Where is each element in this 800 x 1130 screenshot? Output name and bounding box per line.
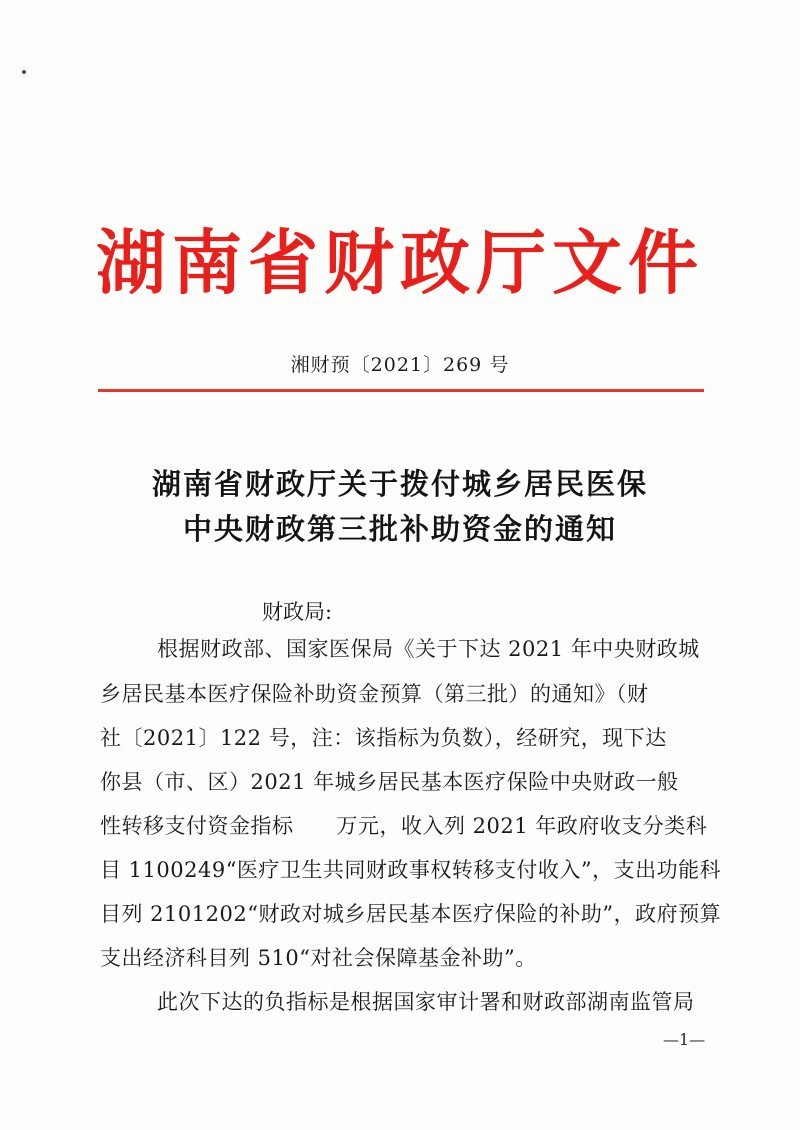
body-paragraph-line: 根据财政部、国家医保局《关于下达 2021 年中央财政城 [157,637,700,661]
document-number: 湘财预〔2021〕269 号 [290,354,510,376]
issuer-banner: 湖南省财政厅文件 [96,222,704,304]
body-paragraph-line: 支出经济科目列 510“对社会保障基金补助”。 [100,946,537,970]
body-paragraph-line: 目列 2101202“财政对城乡居民基本医疗保险的补助”，政府预算 [100,902,722,926]
notice-title-line-1: 湖南省财政厅关于拨付城乡居民医保 [151,467,648,501]
salutation: 财政局: [262,600,333,624]
body-paragraph-line: 你县（市、区）2021 年城乡居民基本医疗保险中央财政一般 [100,770,679,794]
body-paragraph-line: 社〔2021〕122 号，注：该指标为负数），经研究，现下达 [100,726,667,750]
red-divider-line [98,389,704,392]
notice-title-line-2: 中央财政第三批补助资金的通知 [182,512,617,546]
body-paragraph-line: 乡居民基本医疗保险补助资金预算（第三批）的通知》（财 [100,682,649,706]
body-paragraph-line: 性转移支付资金指标 万元，收入列 2021 年政府收支分类科 [100,814,708,838]
body-paragraph-line: 此次下达的负指标是根据国家审计署和财政部湖南监管局 [157,990,695,1014]
page-number: —1— [663,1030,706,1049]
body-paragraph-line: 目 1100249“医疗卫生共同财政事权转移支付收入”，支出功能科 [100,858,722,882]
ink-speck [22,70,26,74]
